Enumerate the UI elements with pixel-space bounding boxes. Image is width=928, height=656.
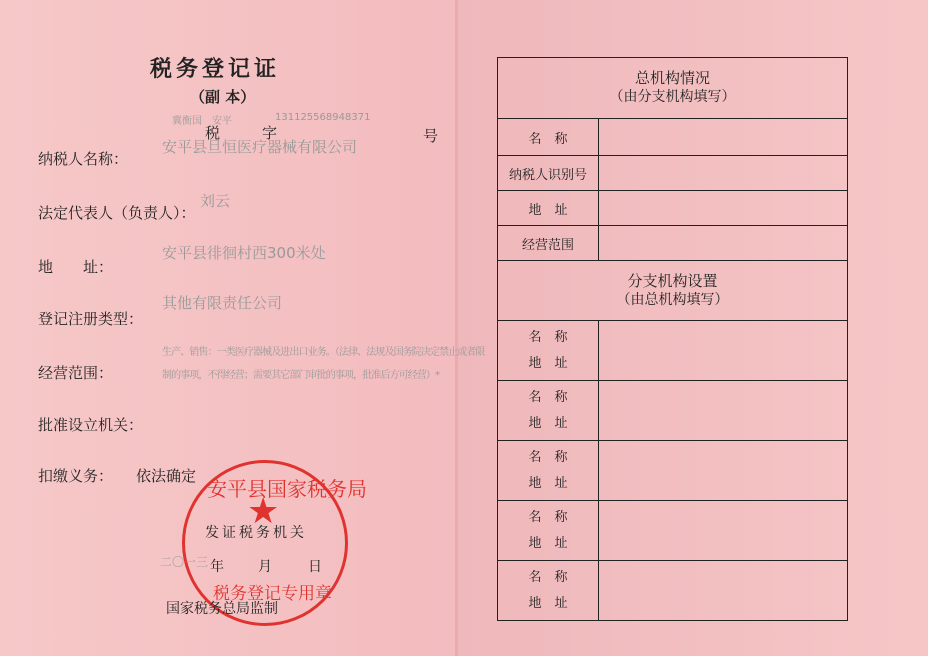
branch-3-labels	[498, 441, 599, 501]
zi-word: 字	[262, 124, 278, 142]
scope-value-1: 生产、销售：一类医疗器械及进出口业务。（法律、法规及国务院决定禁止或者限	[162, 347, 485, 358]
hq-taxid-label: 纳税人识别号	[498, 156, 599, 191]
year-label: 年	[210, 559, 224, 575]
branch-header	[498, 261, 848, 321]
branch-address-label: 地 址	[528, 595, 568, 611]
hq-name-field	[599, 119, 848, 156]
taxpayer-name-value: 安平县旦恒医疗器械有限公司	[162, 138, 358, 156]
issuer-label: 发证税务机关	[205, 525, 307, 541]
branch-3-field	[599, 441, 848, 501]
branch-name-label: 名 称	[528, 449, 568, 465]
address-value: 安平县徘徊村西300米处	[162, 244, 326, 262]
branch-title: 分支机构设置	[627, 271, 718, 290]
branch-name-label: 名 称	[528, 389, 568, 405]
month-label: 月	[258, 559, 272, 575]
legal-rep-label: 法定代表人（负责人）：	[38, 204, 196, 222]
branch-name-label: 名 称	[528, 569, 568, 585]
hq-scope-label: 经营范围	[498, 226, 599, 261]
star-icon: ★	[247, 491, 280, 532]
copy-subtitle: （副 本）	[190, 88, 256, 106]
branch-address-label: 地 址	[528, 355, 568, 371]
branch-address-label: 地 址	[528, 415, 568, 431]
legal-rep-value: 刘云	[200, 192, 231, 210]
scope-value-2: 制的事项，不得经营；需要其它部门审批的事项，批准后方可经营）*	[162, 370, 440, 381]
hq-title: 总机构情况	[634, 69, 710, 87]
reg-type-value: 其他有限责任公司	[162, 294, 283, 312]
branch-4-labels	[498, 501, 599, 561]
taxpayer-name-label: 纳税人名称：	[38, 150, 129, 168]
branch-2-labels	[498, 381, 599, 441]
scope-label: 经营范围：	[38, 364, 114, 382]
tax-id: 131125568948371	[275, 112, 371, 123]
branch-5-field	[599, 561, 848, 621]
branch-name-label: 名 称	[528, 329, 568, 345]
withholding-label: 扣缴义务：	[38, 467, 114, 485]
branch-1-labels	[498, 321, 599, 381]
tax-prefix: 冀衡国 安平	[172, 116, 232, 127]
branch-1-field	[599, 321, 848, 381]
branch-5-labels	[498, 561, 599, 621]
supervised-by: 国家税务总局监制	[166, 601, 278, 617]
seal-inner-text: 税务登记专用章	[213, 584, 332, 604]
withholding-value: 依法确定	[136, 467, 197, 485]
address-label: 地 址：	[38, 258, 114, 276]
reg-type-label: 登记注册类型：	[38, 310, 144, 328]
branch-2-field	[599, 381, 848, 441]
certificate-title: 税务登记证	[150, 56, 281, 82]
day-label: 日	[308, 559, 322, 575]
tax-word: 税	[205, 124, 221, 142]
branch-info-table	[497, 57, 848, 621]
hq-note: （由分支机构填写）	[609, 89, 736, 105]
seal-outer-text: 安平县国家税务局	[207, 477, 367, 501]
branch-name-label: 名 称	[528, 509, 568, 525]
hq-scope-field	[599, 226, 848, 261]
hq-taxid-field	[599, 156, 848, 191]
branch-address-label: 地 址	[528, 535, 568, 551]
hq-name-label: 名 称	[498, 119, 599, 156]
hq-address-label: 地 址	[498, 191, 599, 226]
branch-note: （由总机构填写）	[616, 291, 729, 308]
date-year: 二〇一三	[160, 555, 209, 569]
approval-label: 批准设立机关：	[38, 416, 144, 434]
branch-address-label: 地 址	[528, 475, 568, 491]
hao-word: 号	[423, 127, 439, 145]
hq-address-field	[599, 191, 848, 226]
hq-header	[498, 58, 848, 119]
branch-4-field	[599, 501, 848, 561]
